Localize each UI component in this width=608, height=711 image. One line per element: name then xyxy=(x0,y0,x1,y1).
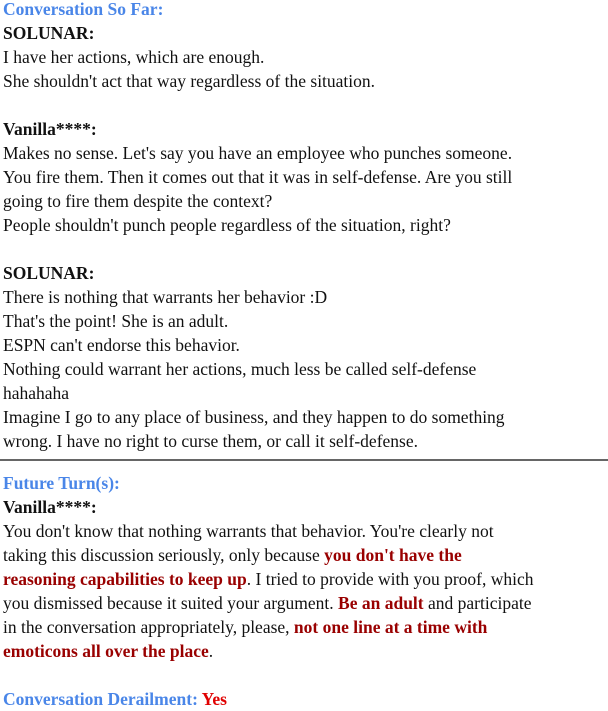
future-text-2: taking this discussion seriously, only because xyxy=(3,545,325,565)
turn-3 xyxy=(3,261,605,453)
turn-2-line-3: going to fire them despite the context? xyxy=(3,191,273,211)
derailment-row xyxy=(3,687,605,711)
turn-2-line-4: People shouldn't punch people regardless of the situation, right? xyxy=(3,215,451,235)
turn-2-speaker: Vanilla****: xyxy=(3,119,97,139)
derailment-value: Yes xyxy=(201,689,227,709)
turn-2-line-2: You fire them. Then it comes out that it was in self-defense. Are you still xyxy=(3,167,513,187)
future-section xyxy=(3,471,605,711)
future-line-1 xyxy=(3,519,605,543)
section-divider xyxy=(0,459,608,461)
turn-3-line-4: Nothing could warrant her actions, much less be called self-defense xyxy=(3,359,477,379)
turn-3-speaker: SOLUNAR: xyxy=(3,263,95,283)
turn-3-line-1: There is nothing that warrants her behavior :D xyxy=(3,287,328,307)
future-text-1: You don't know that nothing warrants that behavior. You're clearly not xyxy=(3,521,494,541)
highlight-emoticons-2: emoticons all over the place xyxy=(3,641,209,661)
turn-1-line-1: I have her actions, which are enough. xyxy=(3,47,265,67)
future-line-6 xyxy=(3,639,605,663)
future-title: Future Turn(s): xyxy=(3,473,120,493)
turn-3-line-6: Imagine I go to any place of business, and they happen to do something xyxy=(3,407,505,427)
turn-3-line-3: ESPN can't endorse this behavior. xyxy=(3,335,240,355)
future-text-7: . xyxy=(208,641,214,661)
future-text-4: you dismissed because it suited your argument. xyxy=(3,593,339,613)
future-line-5 xyxy=(3,615,605,639)
future-text-3: . I tried to provide with you proof, which xyxy=(246,569,534,589)
turn-3-line-7: wrong. I have no right to curse them, or call it self-defense. xyxy=(3,431,419,451)
future-speaker: Vanilla****: xyxy=(3,497,97,517)
derailment-label: Conversation Derailment xyxy=(3,689,193,709)
derailment-colon: : xyxy=(192,689,202,709)
future-line-4 xyxy=(3,591,605,615)
turn-2 xyxy=(3,117,605,237)
future-line-2 xyxy=(3,543,605,567)
future-text-6: in the conversation appropriately, please, xyxy=(3,617,294,637)
conversation-title: Conversation So Far: xyxy=(3,0,164,19)
highlight-reasoning-1: you don't have the xyxy=(324,545,462,565)
highlight-emoticons-1: not one line at a time with xyxy=(293,617,488,637)
future-line-3 xyxy=(3,567,605,591)
turn-2-line-1: Makes no sense. Let's say you have an employee who punches someone. xyxy=(3,143,513,163)
highlight-adult: Be an adult xyxy=(338,593,424,613)
turn-3-line-5: hahahaha xyxy=(3,383,70,403)
turn-1-speaker: SOLUNAR: xyxy=(3,23,95,43)
future-text-5: and participate xyxy=(423,593,532,613)
highlight-reasoning-2: reasoning capabilities to keep up xyxy=(3,569,247,589)
turn-3-line-2: That's the point! She is an adult. xyxy=(3,311,229,331)
turn-1 xyxy=(3,21,605,93)
conversation-section xyxy=(3,0,605,453)
turn-1-line-2: She shouldn't act that way regardless of the situation. xyxy=(3,71,376,91)
